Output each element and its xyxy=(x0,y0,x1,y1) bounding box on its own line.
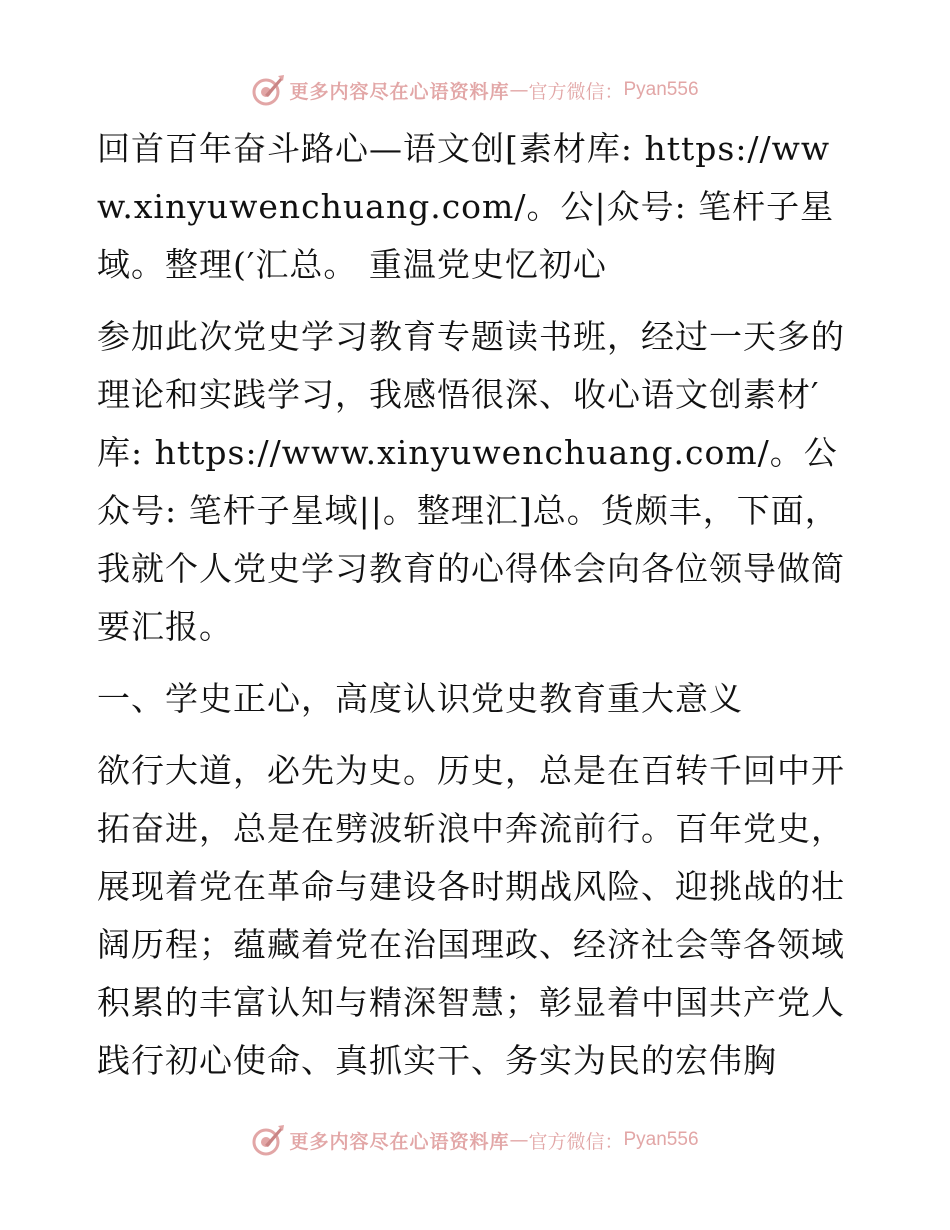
banner-title: 更多内容尽在心语资料库 xyxy=(289,80,510,103)
banner-separator: — xyxy=(509,1129,529,1151)
paragraph-history: 欲行大道，必先为史。历史，总是在百转千回中开拓奋进，总是在劈波斩浪中奔流前行。百年党史，展现着党在革命与建设各时期战风险、迎挑战的壮阔历程；蕴藏着党在治国理政、经济社会等各领域积累的丰富认知与精深智慧；彰显着中国共产党人践行初心使命、真抓实干、务实为民的宏伟胸 xyxy=(97,751,845,1080)
section-heading: 一、学史正心，高度认识党史教育重大意义 xyxy=(97,679,743,718)
banner-title: 更多内容尽在心语资料库 xyxy=(289,1130,510,1153)
banner-wechat-label: 官方微信： xyxy=(528,1130,624,1153)
banner-wechat-id: Pyan556 xyxy=(623,79,699,100)
header-banner xyxy=(0,70,950,110)
banner-wechat-id: Pyan556 xyxy=(623,1129,699,1150)
quill-logo-icon xyxy=(251,73,285,107)
banner-separator: — xyxy=(509,79,529,101)
paragraph-summary: 参加此次党史学习教育专题读书班，经过一天多的理论和实践学习，我感悟很深、收心语文创素材′库: https://www.xinyuwenchuang.com/。公众号: 笔杆子星域||。整理汇]总。货颇丰，下面，我就个人党史学习教育的心得体会向各位领导做简要汇报。 xyxy=(97,317,845,646)
document-body xyxy=(97,120,857,1090)
quill-logo-icon xyxy=(251,1123,285,1157)
footer-banner xyxy=(0,1120,950,1160)
paragraph-intro: 回首百年奋斗路心—语文创[素材库: https://www.xinyuwenchuang.com/。公|众号: 笔杆子星域。整理(′汇总。 重温党史忆初心 xyxy=(97,129,835,284)
banner-wechat-label: 官方微信： xyxy=(528,80,624,103)
